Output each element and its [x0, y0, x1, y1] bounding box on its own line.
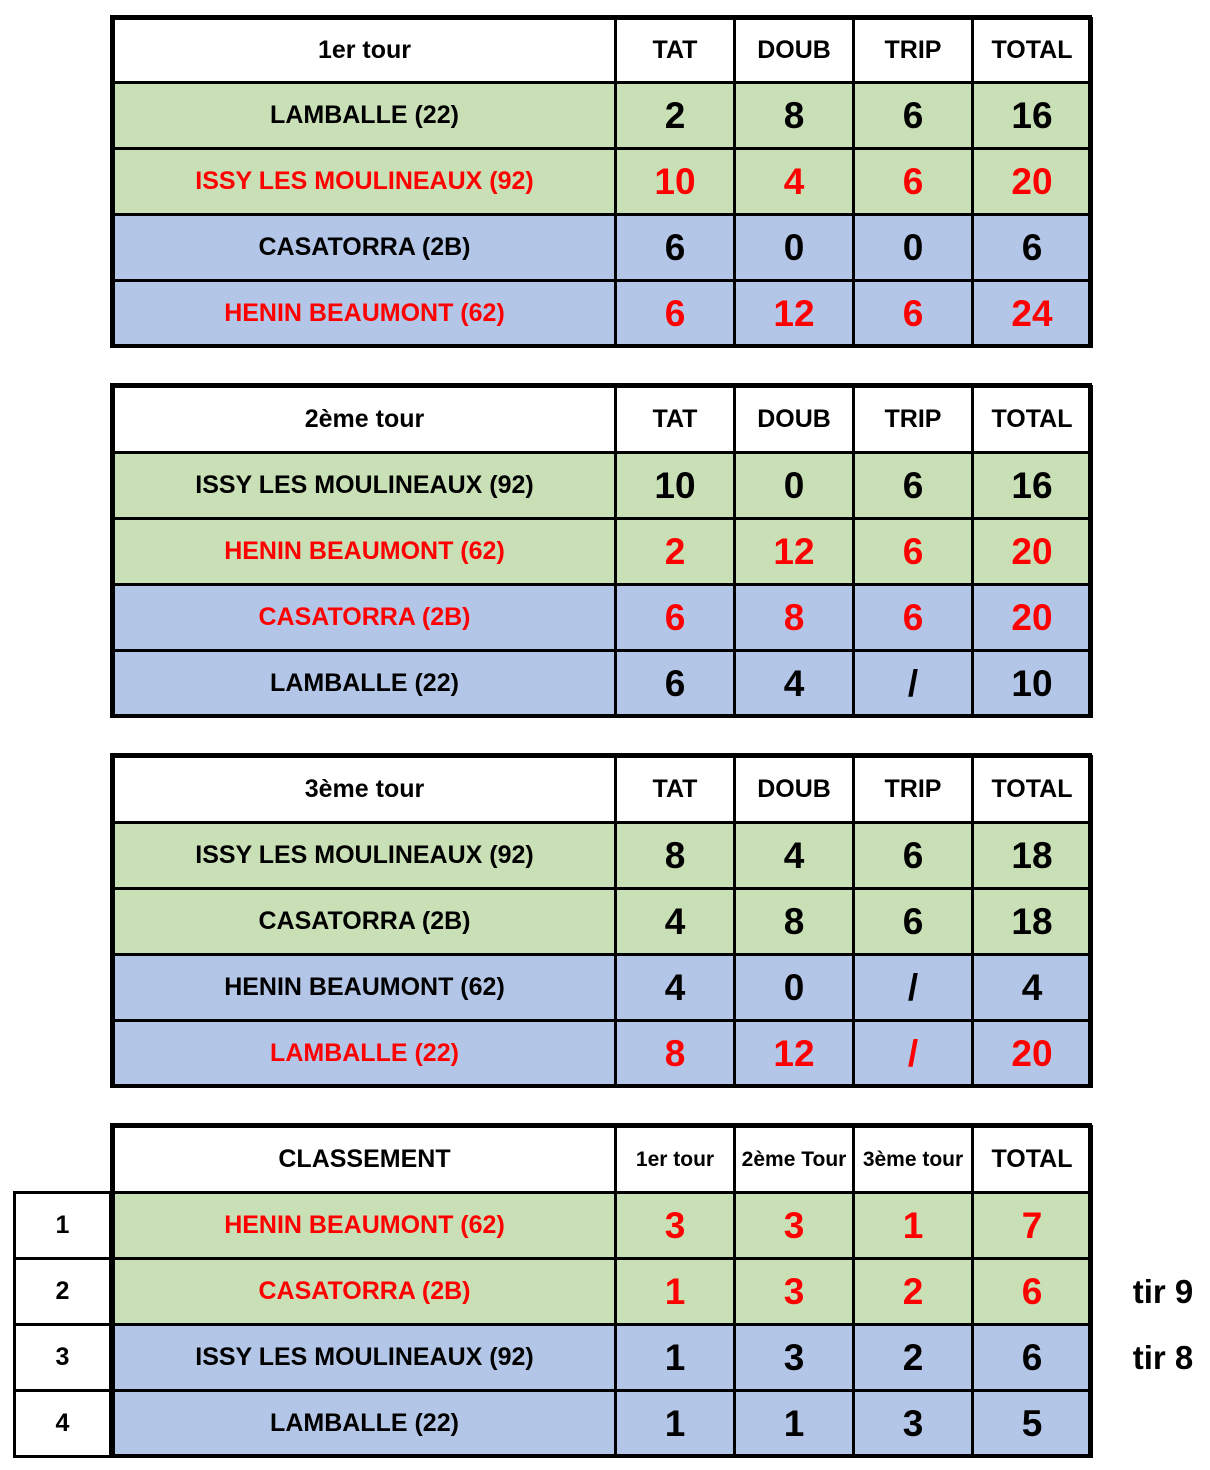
- team-name: LAMBALLE (22): [114, 83, 616, 149]
- table-row: [114, 281, 1092, 347]
- tour3-points: 2: [854, 1259, 973, 1325]
- trip-value: 6: [854, 823, 973, 889]
- tat-header: TAT: [616, 387, 735, 453]
- tat-header: TAT: [616, 757, 735, 823]
- tour1-points: 3: [616, 1193, 735, 1259]
- table-row: [114, 519, 1092, 585]
- trip-value: 6: [854, 149, 973, 215]
- total-value: 16: [973, 83, 1092, 149]
- trip-value: 6: [854, 519, 973, 585]
- total-value: 20: [973, 585, 1092, 651]
- tat-value: 6: [616, 651, 735, 717]
- table-row: [114, 215, 1092, 281]
- tat-value: 8: [616, 823, 735, 889]
- tour3-points: 1: [854, 1193, 973, 1259]
- tour1-header: 1er tour: [616, 1127, 735, 1193]
- doub-value: 0: [735, 453, 854, 519]
- rank-cell: 1: [15, 1193, 111, 1259]
- table-row: [114, 1259, 1092, 1325]
- team-name: LAMBALLE (22): [114, 1391, 616, 1457]
- table-row: [114, 1021, 1092, 1087]
- doub-value: 8: [735, 83, 854, 149]
- team-name: HENIN BEAUMONT (62): [114, 955, 616, 1021]
- tour2-header: 2ème Tour: [735, 1127, 854, 1193]
- trip-header: TRIP: [854, 757, 973, 823]
- rank-cell: 4: [15, 1391, 111, 1457]
- total-value: 6: [973, 215, 1092, 281]
- total-header: TOTAL: [973, 757, 1092, 823]
- trip-value: /: [854, 955, 973, 1021]
- tour2-points: 3: [735, 1259, 854, 1325]
- tat-value: 8: [616, 1021, 735, 1087]
- table-row: [114, 1391, 1092, 1457]
- tour1-title: 1er tour: [114, 19, 616, 83]
- team-name: CASATORRA (2B): [114, 889, 616, 955]
- tour3-header-row: [114, 757, 1092, 823]
- doub-header: DOUB: [735, 387, 854, 453]
- tour2-points: 3: [735, 1325, 854, 1391]
- doub-header: DOUB: [735, 19, 854, 83]
- table-row: [114, 585, 1092, 651]
- table-row: [114, 1325, 1092, 1391]
- tat-value: 2: [616, 519, 735, 585]
- team-name: CASATORRA (2B): [114, 585, 616, 651]
- table-row: [114, 823, 1092, 889]
- doub-value: 12: [735, 1021, 854, 1087]
- tour3-points: 2: [854, 1325, 973, 1391]
- doub-value: 12: [735, 519, 854, 585]
- doub-value: 12: [735, 281, 854, 347]
- total-points: 7: [973, 1193, 1092, 1259]
- doub-value: 4: [735, 149, 854, 215]
- team-name: HENIN BEAUMONT (62): [114, 281, 616, 347]
- doub-value: 0: [735, 215, 854, 281]
- trip-value: 6: [854, 83, 973, 149]
- tour1-header-row: [114, 19, 1092, 83]
- tour1-table: [112, 17, 1093, 348]
- team-name: ISSY LES MOULINEAUX (92): [114, 149, 616, 215]
- tour2-points: 1: [735, 1391, 854, 1457]
- trip-value: /: [854, 651, 973, 717]
- team-name: HENIN BEAUMONT (62): [114, 1193, 616, 1259]
- team-name: ISSY LES MOULINEAUX (92): [114, 823, 616, 889]
- team-name: HENIN BEAUMONT (62): [114, 519, 616, 585]
- tat-value: 6: [616, 215, 735, 281]
- tat-value: 6: [616, 585, 735, 651]
- total-value: 20: [973, 1021, 1092, 1087]
- rank-cell: 3: [15, 1325, 111, 1391]
- total-value: 20: [973, 519, 1092, 585]
- total-value: 20: [973, 149, 1092, 215]
- tour1-points: 1: [616, 1391, 735, 1457]
- tiebreak-note: tir 8: [1132, 1339, 1194, 1376]
- trip-value: 6: [854, 281, 973, 347]
- total-value: 18: [973, 823, 1092, 889]
- doub-value: 4: [735, 823, 854, 889]
- total-value: 18: [973, 889, 1092, 955]
- team-name: ISSY LES MOULINEAUX (92): [114, 1325, 616, 1391]
- classement-title: CLASSEMENT: [114, 1127, 616, 1193]
- trip-value: /: [854, 1021, 973, 1087]
- tat-header: TAT: [616, 19, 735, 83]
- tour1-points: 1: [616, 1259, 735, 1325]
- table-row: [114, 955, 1092, 1021]
- classement-header-row: [114, 1127, 1092, 1193]
- table-row: [114, 83, 1092, 149]
- trip-value: 6: [854, 585, 973, 651]
- total-header: TOTAL: [973, 387, 1092, 453]
- team-name: LAMBALLE (22): [114, 651, 616, 717]
- doub-value: 8: [735, 889, 854, 955]
- classement-table: [112, 1125, 1093, 1458]
- total-header: TOTAL: [973, 1127, 1092, 1193]
- doub-value: 4: [735, 651, 854, 717]
- tour3-title: 3ème tour: [114, 757, 616, 823]
- table-row: [114, 453, 1092, 519]
- total-points: 6: [973, 1325, 1092, 1391]
- tat-value: 6: [616, 281, 735, 347]
- tiebreak-note: tir 9: [1132, 1273, 1194, 1310]
- total-value: 4: [973, 955, 1092, 1021]
- table-row: [114, 1193, 1092, 1259]
- tat-value: 10: [616, 149, 735, 215]
- trip-value: 0: [854, 215, 973, 281]
- tour2-table: [112, 385, 1093, 718]
- doub-value: 8: [735, 585, 854, 651]
- total-points: 5: [973, 1391, 1092, 1457]
- trip-header: TRIP: [854, 387, 973, 453]
- doub-header: DOUB: [735, 757, 854, 823]
- table-row: [114, 651, 1092, 717]
- trip-value: 6: [854, 889, 973, 955]
- trip-value: 6: [854, 453, 973, 519]
- total-value: 24: [973, 281, 1092, 347]
- rank-cell: 2: [15, 1259, 111, 1325]
- total-points: 6: [973, 1259, 1092, 1325]
- tour1-points: 1: [616, 1325, 735, 1391]
- tour2-points: 3: [735, 1193, 854, 1259]
- tour3-header: 3ème tour: [854, 1127, 973, 1193]
- total-value: 10: [973, 651, 1092, 717]
- tat-value: 4: [616, 955, 735, 1021]
- team-name: CASATORRA (2B): [114, 1259, 616, 1325]
- tat-value: 2: [616, 83, 735, 149]
- team-name: LAMBALLE (22): [114, 1021, 616, 1087]
- table-row: [114, 149, 1092, 215]
- rank-column: [13, 1191, 112, 1458]
- team-name: ISSY LES MOULINEAUX (92): [114, 453, 616, 519]
- tour2-title: 2ème tour: [114, 387, 616, 453]
- tour2-header-row: [114, 387, 1092, 453]
- table-row: [114, 889, 1092, 955]
- doub-value: 0: [735, 955, 854, 1021]
- tat-value: 10: [616, 453, 735, 519]
- team-name: CASATORRA (2B): [114, 215, 616, 281]
- trip-header: TRIP: [854, 19, 973, 83]
- tour3-points: 3: [854, 1391, 973, 1457]
- total-header: TOTAL: [973, 19, 1092, 83]
- tour3-table: [112, 755, 1093, 1088]
- total-value: 16: [973, 453, 1092, 519]
- tat-value: 4: [616, 889, 735, 955]
